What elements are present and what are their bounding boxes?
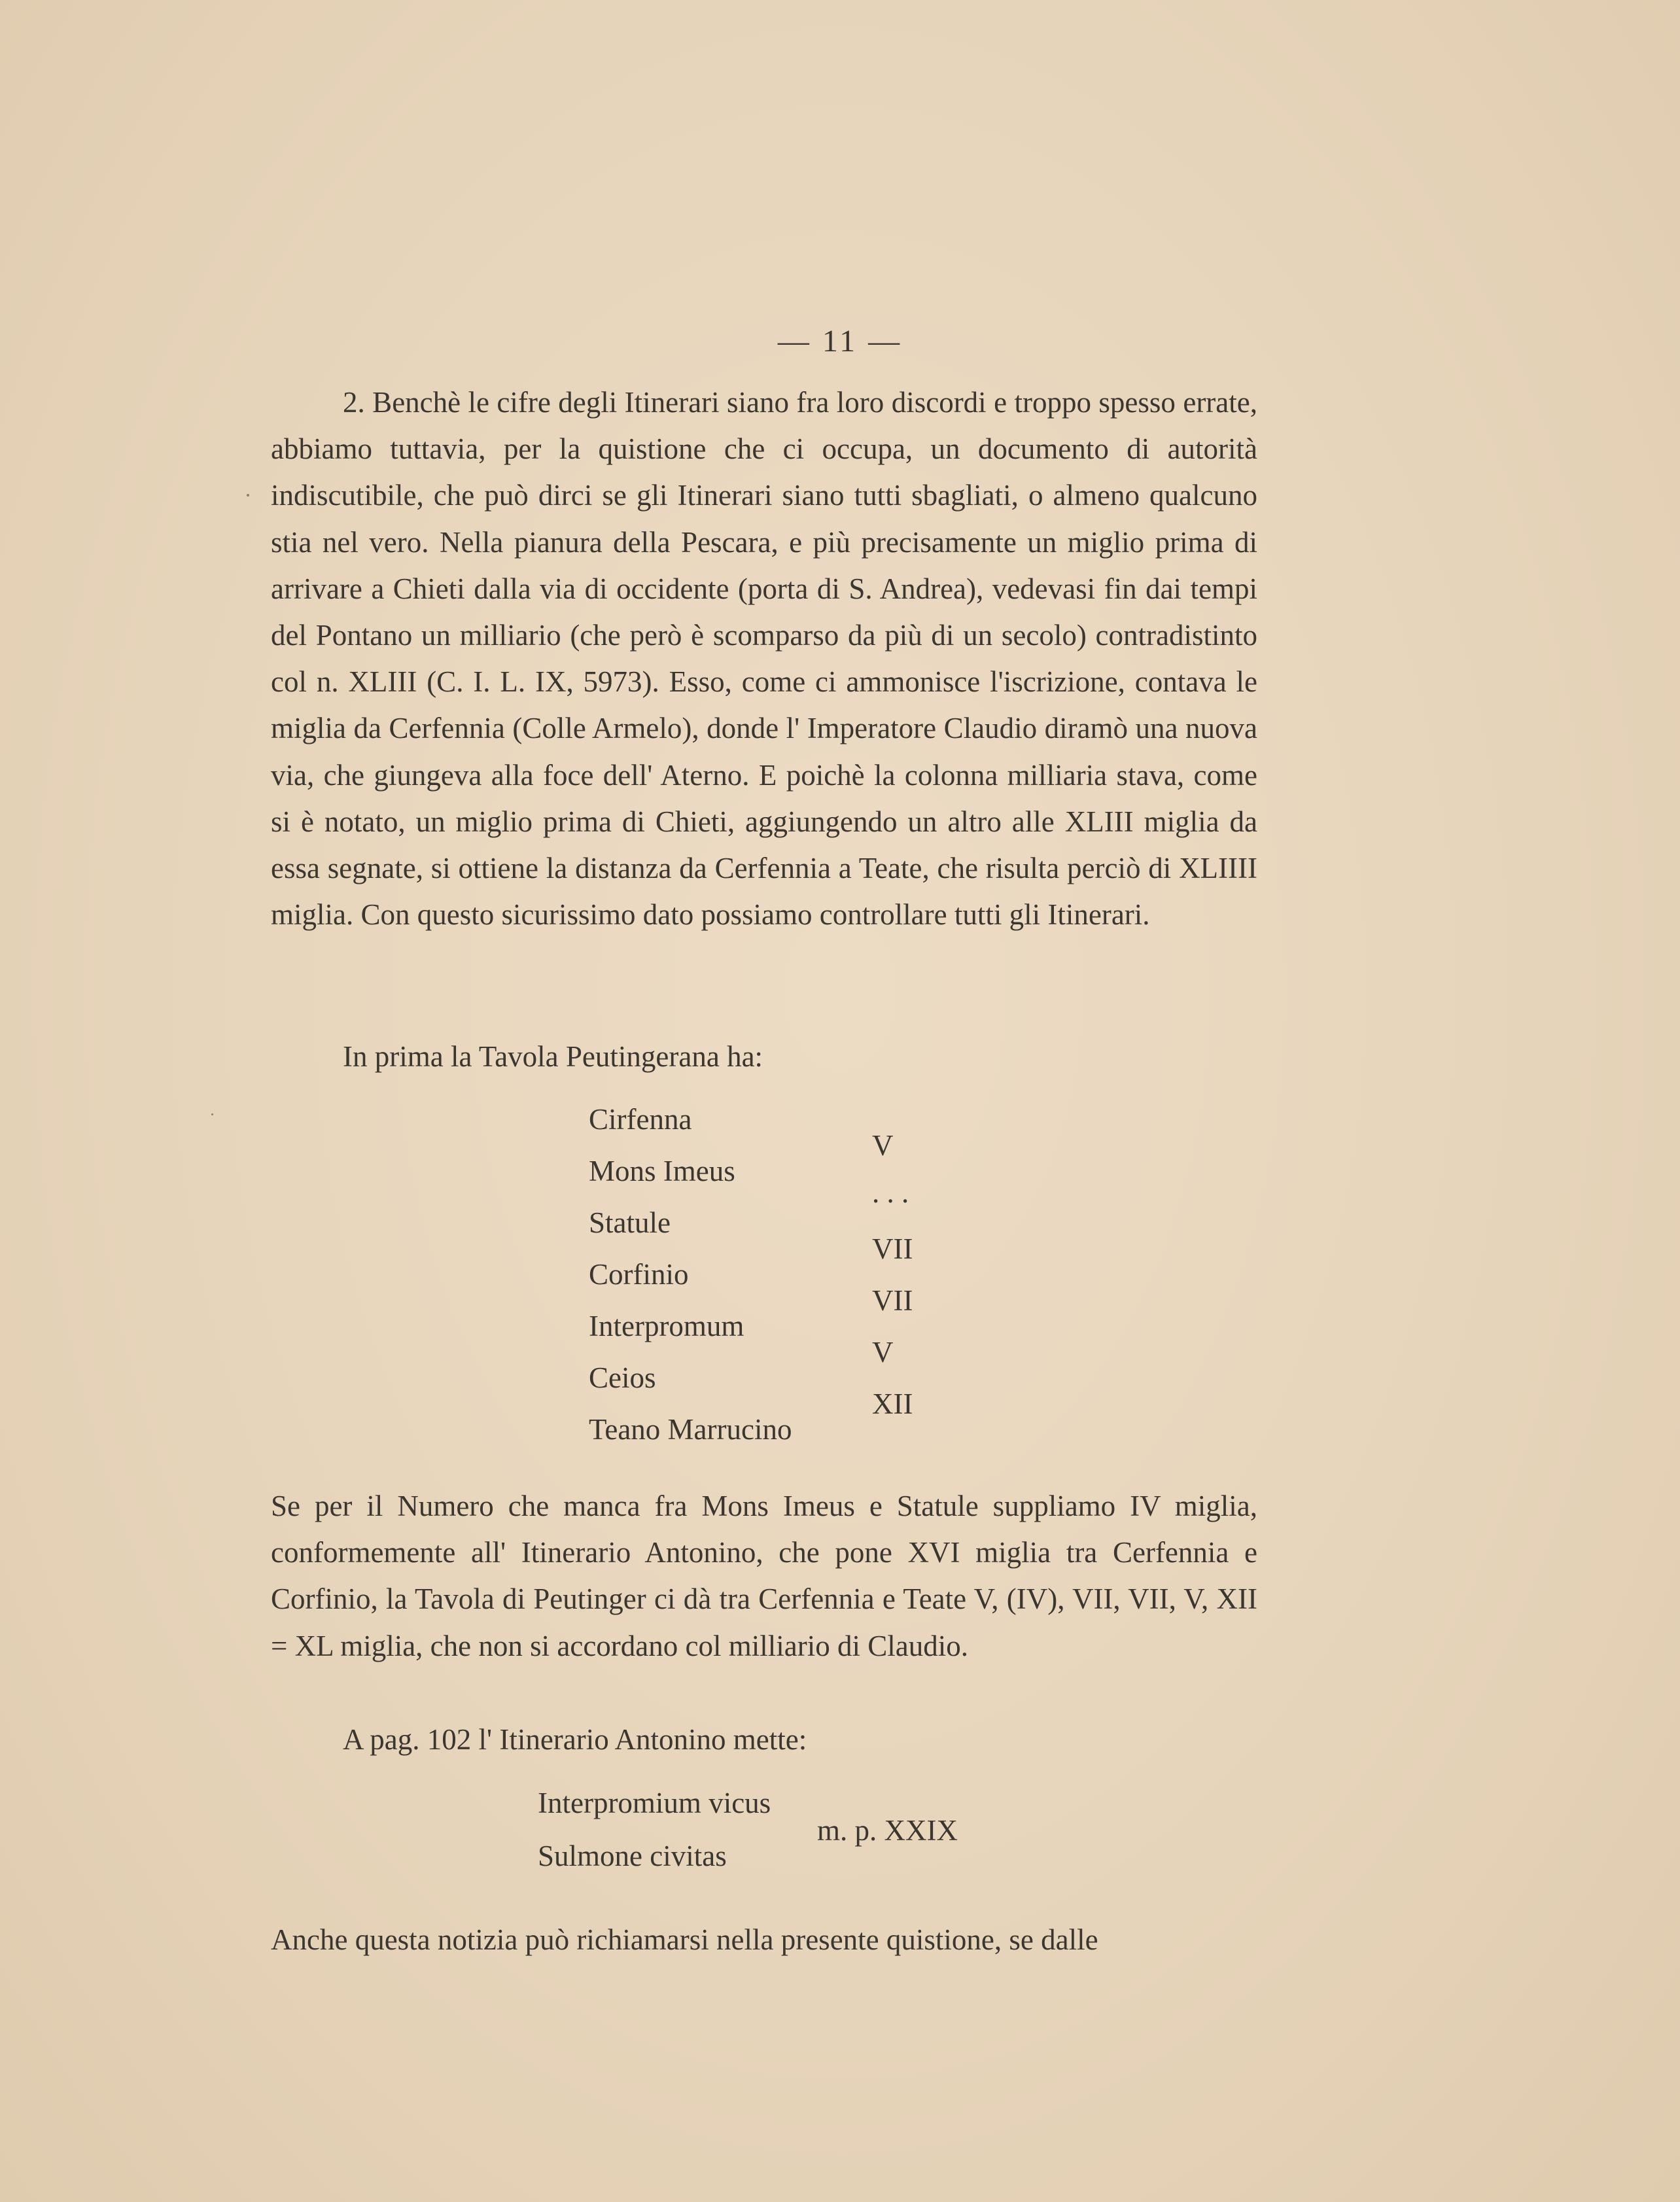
paragraph	[271, 1034, 1257, 1080]
page-number: — 11 —	[777, 324, 903, 358]
antonine-itinerary-table	[538, 1786, 1074, 1891]
place-name: Sulmone civitas	[538, 1840, 727, 1872]
paragraph	[271, 1917, 1257, 1963]
table-intro-peutinger: In prima la Tavola Peutingerana ha:	[343, 1040, 763, 1073]
distance-value: V	[872, 1129, 894, 1162]
place-name: Ceios	[589, 1361, 656, 1394]
place-name: Interpromum	[589, 1310, 744, 1342]
paragraph	[271, 1483, 1257, 1669]
paragraph	[271, 1717, 1257, 1763]
place-name: Corfinio	[589, 1258, 689, 1291]
place-name: Teano Marrucino	[589, 1413, 792, 1446]
peutinger-itinerary-table	[589, 1102, 929, 1469]
paragraph	[271, 379, 1257, 938]
paper-speck	[211, 1113, 213, 1115]
paragraph-text: Anche questa notizia può richiamarsi nella presente quistione, se dalle	[271, 1923, 1098, 1956]
distance-value: m. p. XXIX	[817, 1814, 958, 1847]
place-name: Mons Imeus	[589, 1155, 735, 1187]
distance-value: V	[872, 1336, 894, 1369]
distance-value: . . .	[872, 1176, 909, 1209]
paragraph-text: Se per il Numero che manca fra Mons Imeus e Statule suppliamo IV miglia, conformemente all' Itinerario Antonino, che pone XVI miglia tra Cerfennia e Corfinio, la Tavola di Peutinger ci dà tra Cerfennia e Teate V, (IV), VII, VII, V, XII = XL miglia, che non si accordano col milliario di Claudio.	[271, 1490, 1257, 1662]
paper-speck	[247, 494, 249, 497]
distance-value: XII	[872, 1388, 913, 1420]
distance-value: VII	[872, 1232, 913, 1265]
paragraph-text: 2. Benchè le cifre degli Itinerari siano fra loro discordi e troppo spesso errate, abbiamo tuttavia, per la quistione che ci occupa, un documento di autorità indiscutibile, che può dirci se gli Itinerari siano tutti sbagliati, o almeno qualcuno stia nel vero. Nella pianura della Pescara, e più precisamente un miglio prima di arrivare a Chieti dalla via di occidente (porta di S. Andrea), vedevasi fin dai tempi del Pontano un milliario (che però è scomparso da più di un secolo) contradistinto col n. XLIII (C. I. L. IX, 5973). Esso, come ci ammonisce l'iscrizione, contava le miglia da Cerfennia (Colle Armelo), donde l' Imperatore Claudio diramò una nuova via, che giungeva alla foce dell' Aterno. E poichè la colonna milliaria stava, come si è notato, un miglio prima di Chieti, aggiungendo un altro alle XLIII miglia da essa segnate, si ottiene la distanza da Cerfennia a Teate, che risulta perciò di XLIIII miglia. Con questo sicurissimo dato possiamo controllare tutti gli Itinerari.	[271, 386, 1257, 932]
place-name: Statule	[589, 1206, 671, 1239]
distance-value: VII	[872, 1284, 913, 1317]
place-name: Cirfenna	[589, 1103, 692, 1136]
place-name: Interpromium vicus	[538, 1787, 771, 1819]
table-intro-antonino: A pag. 102 l' Itinerario Antonino mette:	[343, 1723, 807, 1756]
